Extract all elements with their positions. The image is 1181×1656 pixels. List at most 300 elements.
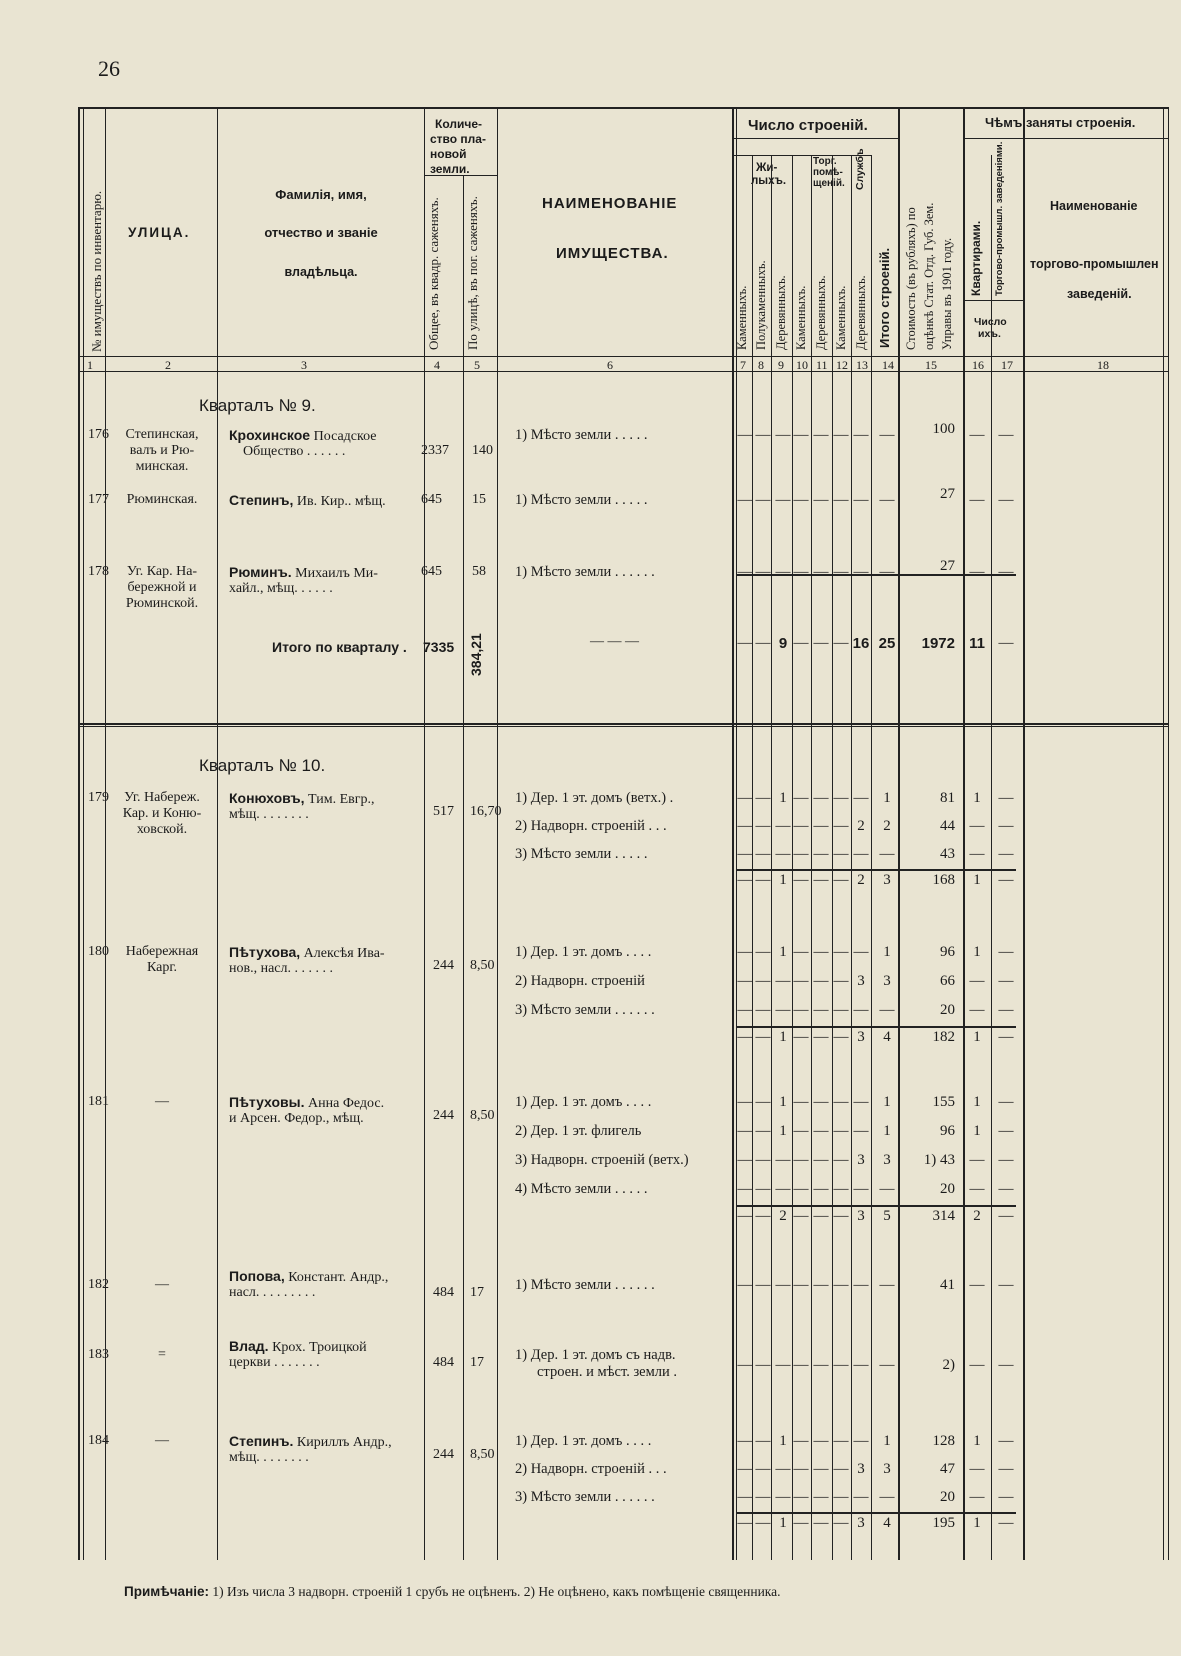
cell-c12: — (833, 1433, 849, 1449)
cell-dash: — (879, 427, 895, 443)
row-item-line2: строен. и мѣст. земли . (537, 1364, 678, 1380)
footnote-text: 1) Изъ числа 3 надворн. строеній 1 срубъ не оцѣненъ. 2) Не оцѣнено, какъ помѣщеніе священника. (208, 1584, 781, 1599)
row-owner: Конюховъ, Тим. Евгр., (229, 790, 375, 807)
header-col15-value: Управы въ 1901 году. (940, 237, 954, 350)
cell-c14: 4 (883, 1029, 891, 1045)
header-count: Число (974, 316, 1007, 328)
cell-apartments: — (969, 1357, 985, 1373)
cell-c12: — (833, 1357, 849, 1373)
cell-c8: — (755, 1152, 771, 1168)
cell-c14: 1 (883, 1123, 891, 1139)
row-number: 184 (88, 1433, 109, 1448)
cell-c10: — (793, 818, 809, 834)
cell-c12: — (833, 1181, 849, 1197)
cell-c7: — (737, 1181, 753, 1197)
total-c9: 9 (778, 635, 788, 652)
cell-dash: — (879, 492, 895, 508)
total-c7: — (737, 635, 753, 651)
row-street: Уг. Набереж. (124, 790, 200, 805)
footnote (124, 1585, 781, 1599)
row-area: 2337 (421, 443, 449, 458)
cell-trade: — (998, 1002, 1014, 1018)
cell-c11: — (813, 1461, 829, 1477)
cell-trade: — (998, 1208, 1014, 1224)
cell-c7: — (737, 1094, 753, 1110)
cell-c11: — (813, 790, 829, 806)
cell-trade: — (998, 1357, 1014, 1373)
column-number: 14 (882, 358, 894, 372)
rule-vertical (792, 155, 793, 1560)
cell-dash: — (755, 427, 771, 443)
cell-c13: — (853, 1433, 869, 1449)
cell-dash: — (833, 492, 849, 508)
row-item: 1) Дер. 1 эт. домъ . . . . (515, 944, 652, 960)
cell-value: 314 (932, 1208, 955, 1224)
rule-vertical (752, 155, 753, 1560)
row-street: Рюминская. (126, 492, 198, 507)
rule-horizontal (732, 138, 898, 139)
cell-c10: — (793, 1515, 809, 1531)
cell-c14: 1 (883, 944, 891, 960)
header-col15-value: оцѣнкѣ Стат. Отд. Губ. Зем. (922, 202, 936, 350)
cell-c7: — (737, 1208, 753, 1224)
rule-horizontal (736, 1512, 1016, 1514)
header-sub-service: Службъ (854, 148, 866, 190)
row-number: 183 (88, 1347, 109, 1362)
header-col12-stone: Каменныхъ. (834, 285, 848, 350)
cell-c12: — (833, 1208, 849, 1224)
row-item: 3) Мѣсто земли . . . . . . (515, 1489, 655, 1505)
cell-apartments: — (969, 1277, 985, 1293)
cell-c8: — (755, 1515, 771, 1531)
cell-c7: — (737, 1277, 753, 1293)
cell-trade: — (998, 1489, 1014, 1505)
cell-value: 27 (940, 558, 955, 574)
cell-c12: — (833, 818, 849, 834)
cell-c7: — (737, 973, 753, 989)
cell-c9: — (775, 1461, 791, 1477)
row-street: = (158, 1347, 166, 1362)
header-col18-name: торгово-промышлен (1030, 257, 1159, 271)
rule-vertical (424, 107, 425, 1560)
cell-dash: — (879, 564, 895, 580)
cell-trade: — (998, 1029, 1014, 1045)
cell-c13: 3 (857, 1208, 865, 1224)
header-col2-street: УЛИЦА. (128, 225, 191, 240)
rule-vertical (732, 107, 734, 1560)
cell-dash: — (833, 427, 849, 443)
cell-c9: — (775, 1489, 791, 1505)
cell-c8: — (755, 1489, 771, 1505)
cell-c14: — (879, 1277, 895, 1293)
header-col3-owner: отчество и званіе (264, 225, 378, 240)
row-item: 1) Мѣсто земли . . . . . . (515, 564, 655, 580)
row-item: 3) Мѣсто земли . . . . . . (515, 1002, 655, 1018)
cell-c8: — (755, 1208, 771, 1224)
row-street: валъ и Рю- (129, 443, 195, 458)
cell-c10: — (793, 1433, 809, 1449)
row-area: 484 (433, 1355, 454, 1370)
column-number: 17 (1001, 358, 1013, 372)
column-number: 18 (1097, 358, 1109, 372)
cell-c9: — (775, 973, 791, 989)
cell-c13: 3 (857, 1029, 865, 1045)
rule-horizontal (78, 107, 1168, 109)
column-number: 13 (856, 358, 868, 372)
cell-apartments: 2 (973, 1208, 981, 1224)
column-number: 11 (816, 358, 828, 372)
row-owner-line2: нов., насл. . . . . . . (229, 961, 334, 976)
rule-vertical (497, 107, 498, 1560)
rule-vertical (991, 155, 992, 1560)
row-street: минская. (135, 459, 189, 474)
row-street: Рюминской. (125, 596, 199, 611)
cell-c7: — (737, 1489, 753, 1505)
row-owner-line2: и Арсен. Федор., мѣщ. (229, 1111, 364, 1126)
cell-c9: 1 (779, 1029, 787, 1045)
row-street: — (155, 1433, 169, 1448)
cell-value: 81 (940, 790, 955, 806)
rule-horizontal (736, 574, 1016, 576)
rule-horizontal (78, 726, 1168, 727)
cell-c10: — (793, 1002, 809, 1018)
row-street-length: 8,50 (470, 1447, 495, 1462)
cell-c11: — (813, 872, 829, 888)
cell-value: 168 (932, 872, 955, 888)
row-street-length: 58 (472, 564, 486, 579)
row-item: 2) Надворн. строеній . . . (515, 818, 667, 834)
cell-trade: — (998, 973, 1014, 989)
cell-c10: — (793, 973, 809, 989)
cell-value: 20 (940, 1489, 955, 1505)
column-number: 9 (778, 358, 784, 372)
cell-c11: — (813, 1489, 829, 1505)
cell-c8: — (755, 818, 771, 834)
cell-c12: — (833, 790, 849, 806)
column-number: 10 (796, 358, 808, 372)
owner-surname: Пѣтуховы. (229, 1094, 305, 1110)
cell-value: 96 (940, 944, 955, 960)
row-item: 1) Мѣсто земли . . . . . . (515, 1277, 655, 1293)
owner-surname: Степинъ. (229, 1433, 294, 1449)
cell-c10: — (793, 1181, 809, 1197)
row-owner: Пѣтухова, Алексѣя Ива- (229, 944, 385, 961)
cell-c12: — (833, 944, 849, 960)
header-group-buildings: Число строеній. (748, 117, 868, 134)
row-item: 1) Мѣсто земли . . . . . (515, 492, 648, 508)
cell-c14: 3 (883, 1152, 891, 1168)
total-c10: — (793, 635, 809, 651)
cell-c11: — (813, 1277, 829, 1293)
cell-c9: — (775, 1277, 791, 1293)
cell-c14: 3 (883, 1461, 891, 1477)
cell-c8: — (755, 1181, 771, 1197)
cell-c12: — (833, 1489, 849, 1505)
row-area: 244 (433, 958, 454, 973)
cell-c12: — (833, 846, 849, 862)
cell-c10: — (793, 872, 809, 888)
cell-apartments: 1 (973, 1029, 981, 1045)
header-sub-trade: Торг. (813, 156, 837, 167)
cell-c7: — (737, 872, 753, 888)
owner-surname: Влад. (229, 1338, 269, 1354)
cell-c8: — (755, 1461, 771, 1477)
cell-c12: — (833, 872, 849, 888)
row-item: 3) Надворн. строеній (ветх.) (515, 1152, 689, 1168)
header-col14-total: Итого строеній. (877, 247, 892, 348)
cell-dash: — (853, 492, 869, 508)
cell-trade: — (998, 1094, 1014, 1110)
row-area: 517 (433, 804, 454, 819)
row-street: Карг. (146, 960, 178, 975)
row-owner: Пѣтуховы. Анна Федос. (229, 1094, 385, 1111)
cell-trade: — (998, 1123, 1014, 1139)
row-item: 1) Дер. 1 эт. домъ . . . . (515, 1094, 652, 1110)
header-col18-name: Наименованіе (1050, 199, 1138, 213)
cell-c14: — (879, 846, 895, 862)
row-item: 1) Дер. 1 эт. домъ . . . . (515, 1433, 652, 1449)
cell-c9: 2 (779, 1208, 787, 1224)
row-owner: Степинъ. Кириллъ Андр., (229, 1433, 392, 1450)
cell-value: 1) 43 (923, 1152, 955, 1168)
cell-trade: — (998, 564, 1014, 580)
cell-c10: — (793, 944, 809, 960)
cell-c7: — (737, 1152, 753, 1168)
cell-apartments: — (969, 1152, 985, 1168)
cell-c11: — (813, 1029, 829, 1045)
cell-apartments: — (969, 427, 985, 443)
cell-c9: — (775, 818, 791, 834)
column-number: 2 (165, 358, 171, 372)
quarter-total-street: 384,21 (468, 633, 484, 676)
cell-c10: — (793, 1461, 809, 1477)
cell-value: 44 (940, 818, 955, 834)
cell-c9: — (775, 1152, 791, 1168)
cell-trade: — (998, 790, 1014, 806)
total-apartments: 11 (969, 635, 985, 652)
row-item: 2) Надворн. строеній . . . (515, 1461, 667, 1477)
cell-c10: — (793, 790, 809, 806)
header-col3-owner: Фамилія, имя, (275, 187, 367, 202)
cell-c9: — (775, 1357, 791, 1373)
cell-apartments: — (969, 973, 985, 989)
cell-c8: — (755, 1002, 771, 1018)
cell-c13: — (853, 1277, 869, 1293)
row-street: Кар. и Коню- (122, 806, 202, 821)
cell-c7: — (737, 818, 753, 834)
cell-c10: — (793, 1357, 809, 1373)
total-c11: — (813, 635, 829, 651)
page-number: 26 (98, 56, 120, 81)
rule-vertical (736, 107, 737, 1560)
cell-c13: — (853, 1002, 869, 1018)
row-street: Набережная (125, 944, 199, 959)
cell-c11: — (813, 1433, 829, 1449)
cell-c7: — (737, 1123, 753, 1139)
header-sub-living: Жи- (756, 162, 778, 174)
cell-c9: 1 (779, 1433, 787, 1449)
cell-trade: — (998, 1152, 1014, 1168)
row-street-length: 15 (472, 492, 486, 507)
rule-horizontal (732, 155, 871, 156)
cell-trade: — (998, 492, 1014, 508)
row-item: 1) Дер. 1 эт. домъ (ветх.) . (515, 790, 674, 806)
cell-value: 96 (940, 1123, 955, 1139)
cell-apartments: 1 (973, 944, 981, 960)
rule-horizontal (736, 869, 1016, 871)
row-number: 180 (88, 944, 109, 959)
cell-dash: — (737, 564, 753, 580)
column-number: 15 (925, 358, 937, 372)
cell-c10: — (793, 1152, 809, 1168)
rule-horizontal (963, 138, 1168, 139)
owner-surname: Крохинское (229, 427, 311, 443)
row-number: 178 (88, 564, 109, 579)
cell-c12: — (833, 1094, 849, 1110)
cell-c8: — (755, 1029, 771, 1045)
cell-dash: — (793, 427, 809, 443)
cell-c13: 2 (857, 818, 865, 834)
row-street: ховской. (136, 822, 188, 837)
cell-apartments: 1 (973, 872, 981, 888)
row-item: 2) Надворн. строеній (515, 973, 645, 989)
cell-value: 195 (932, 1515, 955, 1531)
cell-value: 66 (940, 973, 955, 989)
cell-c7: — (737, 846, 753, 862)
cell-c13: — (853, 1489, 869, 1505)
row-area: 244 (433, 1447, 454, 1462)
row-street-length: 8,50 (470, 1108, 495, 1123)
cell-value: 155 (932, 1094, 955, 1110)
row-number: 179 (88, 790, 109, 805)
cell-c14: — (879, 1002, 895, 1018)
quarter-total-label: Итого по кварталу . (272, 639, 407, 655)
cell-c8: — (755, 872, 771, 888)
row-street: — (155, 1277, 169, 1292)
cell-c7: — (737, 1461, 753, 1477)
cell-c9: — (775, 1002, 791, 1018)
cell-c11: — (813, 1123, 829, 1139)
rule-horizontal (424, 175, 497, 176)
row-owner: Рюминъ. Михаилъ Ми- (229, 564, 378, 581)
total-value: 1972 (921, 635, 955, 652)
row-street-length: 8,50 (470, 958, 495, 973)
header-group-occupied: Чѣмъ заняты строенія. (985, 115, 1136, 130)
column-number: 16 (972, 358, 984, 372)
cell-dash: — (775, 564, 791, 580)
cell-c13: — (853, 1357, 869, 1373)
owner-surname: Конюховъ, (229, 790, 305, 806)
cell-c11: — (813, 944, 829, 960)
cell-apartments: — (969, 1002, 985, 1018)
row-owner: Крохинское Посадское (229, 427, 377, 444)
cell-dash: — (813, 564, 829, 580)
cell-trade: — (998, 944, 1014, 960)
cell-dash: — (737, 427, 753, 443)
cell-c9: 1 (779, 1123, 787, 1139)
cell-trade: — (998, 872, 1014, 888)
cell-apartments: — (969, 1181, 985, 1197)
row-area: 645 (421, 492, 442, 507)
cell-c12: — (833, 1123, 849, 1139)
row-item: 4) Мѣсто земли . . . . . (515, 1181, 648, 1197)
rule-vertical (1168, 107, 1169, 1560)
cell-c11: — (813, 1515, 829, 1531)
cell-c11: — (813, 1181, 829, 1197)
cell-dash: — (737, 492, 753, 508)
header-count: ихъ. (978, 328, 1001, 340)
quarter-title: Кварталъ № 10. (199, 756, 326, 775)
row-owner: Влад. Крох. Троицкой (229, 1338, 367, 1355)
cell-c13: — (853, 1094, 869, 1110)
cell-trade: — (998, 1515, 1014, 1531)
row-item: 2) Дер. 1 эт. флигель (515, 1123, 642, 1139)
cell-c13: — (853, 790, 869, 806)
column-number: 12 (836, 358, 848, 372)
rule-vertical (463, 175, 464, 1560)
cell-apartments: — (969, 846, 985, 862)
rule-horizontal (78, 723, 1168, 725)
cell-c10: — (793, 1123, 809, 1139)
cell-trade: — (998, 846, 1014, 862)
header-land-group: новой (430, 147, 467, 161)
cell-value: 182 (932, 1029, 955, 1045)
cell-c14: 4 (883, 1515, 891, 1531)
row-number: 177 (88, 492, 109, 507)
cell-c11: — (813, 1094, 829, 1110)
header-col13-wooden: Деревянныхъ. (854, 275, 868, 350)
total-c13: 16 (852, 635, 870, 652)
cell-c13: 3 (857, 1152, 865, 1168)
cell-c10: — (793, 1277, 809, 1293)
header-col9-wooden: Деревянныхъ. (774, 275, 788, 350)
cell-trade: — (998, 427, 1014, 443)
row-street: Уг. Кар. На- (126, 564, 198, 579)
cell-value: 27 (940, 486, 955, 502)
cell-value: 20 (940, 1181, 955, 1197)
cell-dash: — (793, 564, 809, 580)
row-street: бережной и (127, 580, 197, 595)
cell-c12: — (833, 1277, 849, 1293)
cell-c9: 1 (779, 790, 787, 806)
cell-c7: — (737, 1002, 753, 1018)
row-area: 645 (421, 564, 442, 579)
row-street-length: 140 (472, 443, 493, 458)
cell-value: 2) (942, 1357, 955, 1373)
cell-apartments: 1 (973, 1433, 981, 1449)
cell-c12: — (833, 1029, 849, 1045)
owner-surname: Пѣтухова, (229, 944, 301, 960)
cell-dash: — (755, 564, 771, 580)
cell-dash: — (833, 564, 849, 580)
header-land-group: ство пла- (430, 132, 486, 146)
quarter-total-area: 7335 (423, 639, 455, 655)
header-col5-street-length: По улицѣ, въ пог. саженяхъ. (465, 196, 480, 350)
cell-c14: 3 (883, 973, 891, 989)
cell-c9: 1 (779, 1515, 787, 1531)
cell-c12: — (833, 1002, 849, 1018)
row-owner: Попова, Констант. Андр., (229, 1268, 389, 1285)
cell-c7: — (737, 790, 753, 806)
owner-surname: Степинъ, (229, 492, 294, 508)
column-number: 1 (87, 358, 93, 372)
row-item: 1) Дер. 1 эт. домъ съ надв. (515, 1347, 676, 1363)
header-col1-inventory-number: № имуществъ по инвентарю. (89, 190, 104, 352)
total-c12: — (833, 635, 849, 651)
cell-apartments: 1 (973, 1094, 981, 1110)
cell-c10: — (793, 846, 809, 862)
cell-c7: — (737, 1029, 753, 1045)
